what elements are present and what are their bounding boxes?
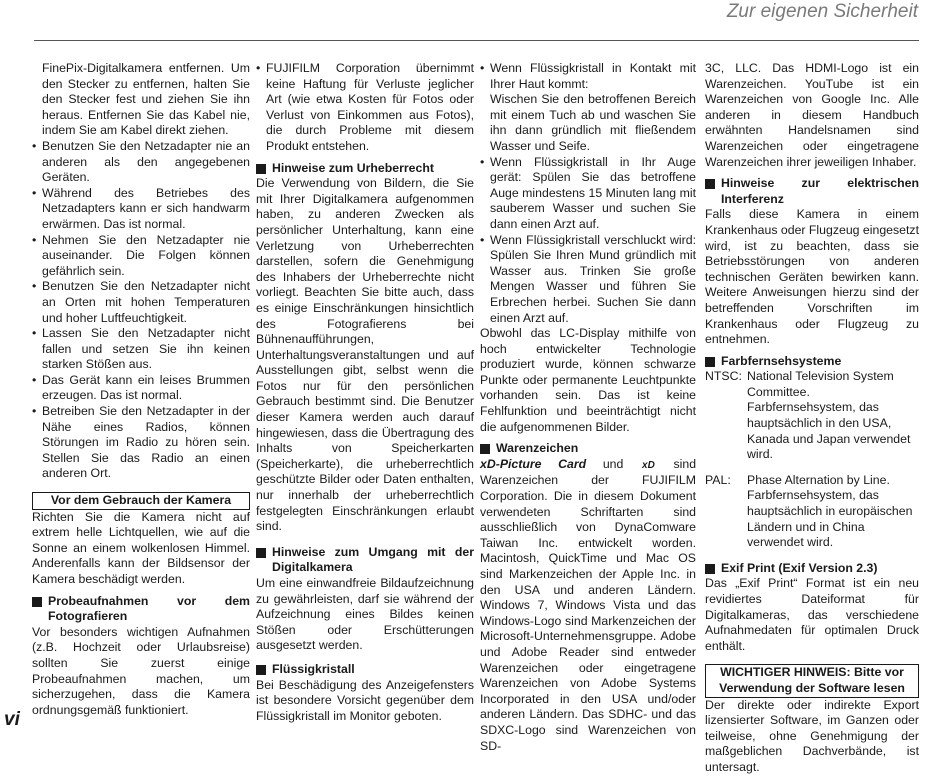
lcd-pixels-text: Obwohl das LC-Display mithilfe von hoch entwickelter Technologie produziert wurde, können schwarze Punkte oder permanente Leuchtpunkte vorhanden sein. Das ist keine Fehlfunktion und beeinträchtigt nicht die aufgenommenen Bilder. [480,326,696,434]
trademark-heading [480,441,696,457]
list-item: • Benutzen Sie den Netzadapter nie an anderen als den angegebenen Geräten. [32,139,250,186]
heading-label: Probeaufnahmen vor dem Fotografieren [48,593,250,624]
column-3 [480,61,696,754]
heading-square-icon [705,179,715,189]
xd-connector: und [602,456,624,471]
exif-heading [705,561,919,577]
list-item: • Benutzen Sie den Netzadapter nicht an Orten mit hohen Temperaturen und hoher Luftfeuchtigkeit. [32,279,250,326]
trademark-body: sind Warenzeichen der FUJIFILM Corporation. Die in diesem Dokument verwendeten Schriftarten sind ausschließlich von DynaComware Taiwan Inc. entwickelt worden. Macintosh, QuickTime und Mac OS sind Markenzeichen der Apple Inc. in den USA und anderen Ländern. Windows 7, Windows Vista und das Windows-Logo sind Markenzeichen der Microsoft-Unternehmensgruppe. Adobe und Adobe Reader sind entweder Warenzeichen oder eingetragene Warenzeichen von Adobe Systems Incorporated in den USA und/oder anderen Ländern. Das SDHC- und das SDXC-Logo sind Warenzeichen von SD- [480,456,697,753]
trademark-text [480,457,696,754]
handling-text: Um eine einwandfreie Bildaufzeichnung zu gewährleisten, darf sie während der Aufzeichnung eines Bildes keinen Stößen oder Erschütterungen ausgesetzt werden. [256,576,474,653]
heading-square-icon [256,164,266,174]
software-notice-text: Der direkte oder indirekte Export lizensierter Software, im Ganzen oder teilweise, ohne Genehmigung der maßgeblichen Dachverbände, ist untersagt. [705,697,919,774]
handling-heading [256,545,474,576]
pal-text: Phase Alternation by Line. Farbfernsehsystem, das hauptsächlich in europäischen Ländern und in China verwendet wird. [747,472,913,550]
copyright-text: Die Verwendung von Bildern, die Sie mit Ihrer Digitalkamera aufgenommen haben, zu anderen Zwecken als persönlicher Unterhaltung, kann eine Verletzung von Urheberrechten darstellen, sofern die Genehmigung des Inhabers der Urheberrechte nicht vorliegt. Beachten Sie bitte auch, dass es einige Einschränkungen hinsichtlich des Fotografierens bei Bühnenaufführungen, Unterhaltungsveranstaltungen und auf Ausstellungen gibt, selbst wenn die Fotos nur für den persönlichen Gebrauch bestimmt sind. Die Benutzer dieser Kamera werden auch darauf hingewiesen, dass die Übertragung des Inhalts von Speicherkarten (Speicherkarte), die urheberrechtlich geschützte Bilder oder Daten enthalten, nur innerhalb der urheberrechtlich festgelegten Einschränkungen erlaubt sind. [256,176,474,534]
trademark-continued-text: 3C, LLC. Das HDMI-Logo ist ein Warenzeichen. YouTube ist ein Warenzeichen von Google Inc. Alle anderen in diesem Handbuch erwähnten Handelsnamen sind Warenzeichen oder eingetragene Warenzeichen ihrer jeweiligen Inhaber. [705,61,919,169]
column-4 [705,61,919,776]
heading-square-icon [256,548,266,558]
pal-label: PAL: [705,472,731,487]
liquid-crystal-list [480,61,696,326]
ntsc-label: NTSC: [705,369,742,384]
test-shots-heading [32,594,250,625]
ntsc-text: National Television System Committee. Farbfernsehsystem, das hauptsächlich in den USA, Kanada und Japan verwendet wird. [747,369,911,462]
liquid-crystal-heading [256,662,474,678]
header-divider [34,40,919,41]
heading-label: Exif Print (Exif Version 2.3) [721,560,878,575]
heading-label: Farbfernsehsysteme [721,353,842,368]
heading-square-icon [32,597,42,607]
xd-logo-icon: xD [642,459,655,471]
list-item: • Nehmen Sie den Netzadapter nie auseinander. Die Folgen können gefährlich sein. [32,233,250,280]
list-item [480,61,696,155]
list-item-text: Wischen Sie den betroffenen Bereich mit einem Tuch ab und waschen Sie ihn dann gründlich mit fließendem Wasser und Seife. [490,92,696,153]
interference-heading [705,176,919,207]
list-item: • FUJIFILM Corporation übernimmt keine Haftung für Verluste jeglicher Art (wie etwa Kosten für Fotos oder Verlust von Einkommen aus Fotos), die durch Probleme mit diesem Produkt entstehen. [256,61,474,155]
heading-label: Hinweise zur elektrischen Interferenz [721,176,919,206]
liability-list [256,61,474,155]
heading-label: Hinweise zum Umgang mit der Digitalkamera [272,544,474,575]
heading-square-icon [705,357,715,367]
list-item: • Das Gerät kann ein leises Brummen erzeugen. Das ist normal. [32,373,250,404]
heading-label: Hinweise zum Urheberrecht [272,160,434,175]
list-item: • Lassen Sie den Netzadapter nicht fallen und setzen Sie ihn keinen starken Stößen aus. [32,326,250,373]
column-2 [256,61,474,724]
exif-text: Das „Exif Print“ Format ist ein neu revidiertes Dateiformat für Digitalkameras, das verschiedene Aufnahmedaten für optimalen Druck enthält. [705,576,919,653]
page-number: vi [4,709,20,730]
column-1 [32,61,250,718]
list-item-title: Wenn Flüssigkristall in Kontakt mit Ihrer Haut kommt: [490,61,696,91]
software-notice-heading-box: WICHTIGER HINWEIS: Bitte vor Verwendung der Software lesen [705,664,919,697]
adapter-bullet-list [32,139,250,482]
heading-label: Flüssigkristall [272,661,355,676]
ntsc-definition [705,369,919,463]
liquid-crystal-text: Bei Beschädigung des Anzeigefensters ist besondere Vorsicht gegenüber dem Flüssigkristall im Monitor geboten. [256,677,474,723]
interference-text: Falls diese Kamera in einem Krankenhaus oder Flugzeug eingesetzt wird, ist zu beachten, dass sie Betriebsstörungen von anderen technischen Geräten bewirken kann. Weitere Anweisungen hierzu sind der betreffenden Vorschriften im Krankenhaus oder Flugzeug zu entnehmen. [705,207,919,347]
adapter-intro-text: FinePix-Digitalkamera entfernen. Um den Stecker zu entfernen, halten Sie den Stecker fest und ziehen Sie ihn heraus. Entfernen Sie das Kabel nie, indem Sie am Kabel direkt ziehen. [42,61,250,138]
heading-square-icon [480,444,490,454]
list-item: • Wenn Flüssigkristall in Ihr Auge gerät: Spülen Sie das betroffene Auge mindestens 15 Minuten lang mit sauberem Wasser und suchen Sie dann einen Arzt auf. [480,155,696,233]
heading-square-icon [256,665,266,675]
heading-label: Warenzeichen [496,441,579,456]
pal-definition [705,473,919,551]
page-section-title: Zur eigenen Sicherheit [726,1,918,22]
list-item: • Betreiben Sie den Netzadapter in der Nähe eines Radios, können Störungen im Radio zu hören sein. Stellen Sie das Radio an einen anderen Ort. [32,404,250,482]
list-item: • Während des Betriebes des Netzadapters kann er sich handwarm erwärmen. Das ist normal. [32,186,250,233]
copyright-heading [256,161,474,177]
test-shots-text: Vor besonders wichtigen Aufnahmen (z.B. Hochzeit oder Urlaubsreise) sollten Sie zuerst einige Probeaufnahmen machen, um sicherzugehen, dass die Kamera ordnungsgemäß funktioniert. [32,624,250,717]
list-item: • Wenn Flüssigkristall verschluckt wird: Spülen Sie Ihren Mund gründlich mit Wasser aus. Trinken Sie große Mengen Wasser und führen Sie Erbrechen herbei. Suchen Sie dann einen Arzt auf. [480,233,696,327]
before-use-text: Richten Sie die Kamera nicht auf extrem helle Lichtquellen, wie auf die Sonne an einem wolkenlosen Himmel. Anderenfalls kann der Bildsensor der Kamera beschädigt werden. [32,509,250,586]
xd-card-label: xD-Picture Card [480,456,587,471]
before-use-heading-box: Vor dem Gebrauch der Kamera [32,492,250,510]
heading-square-icon [705,564,715,574]
tv-systems-heading [705,354,919,370]
